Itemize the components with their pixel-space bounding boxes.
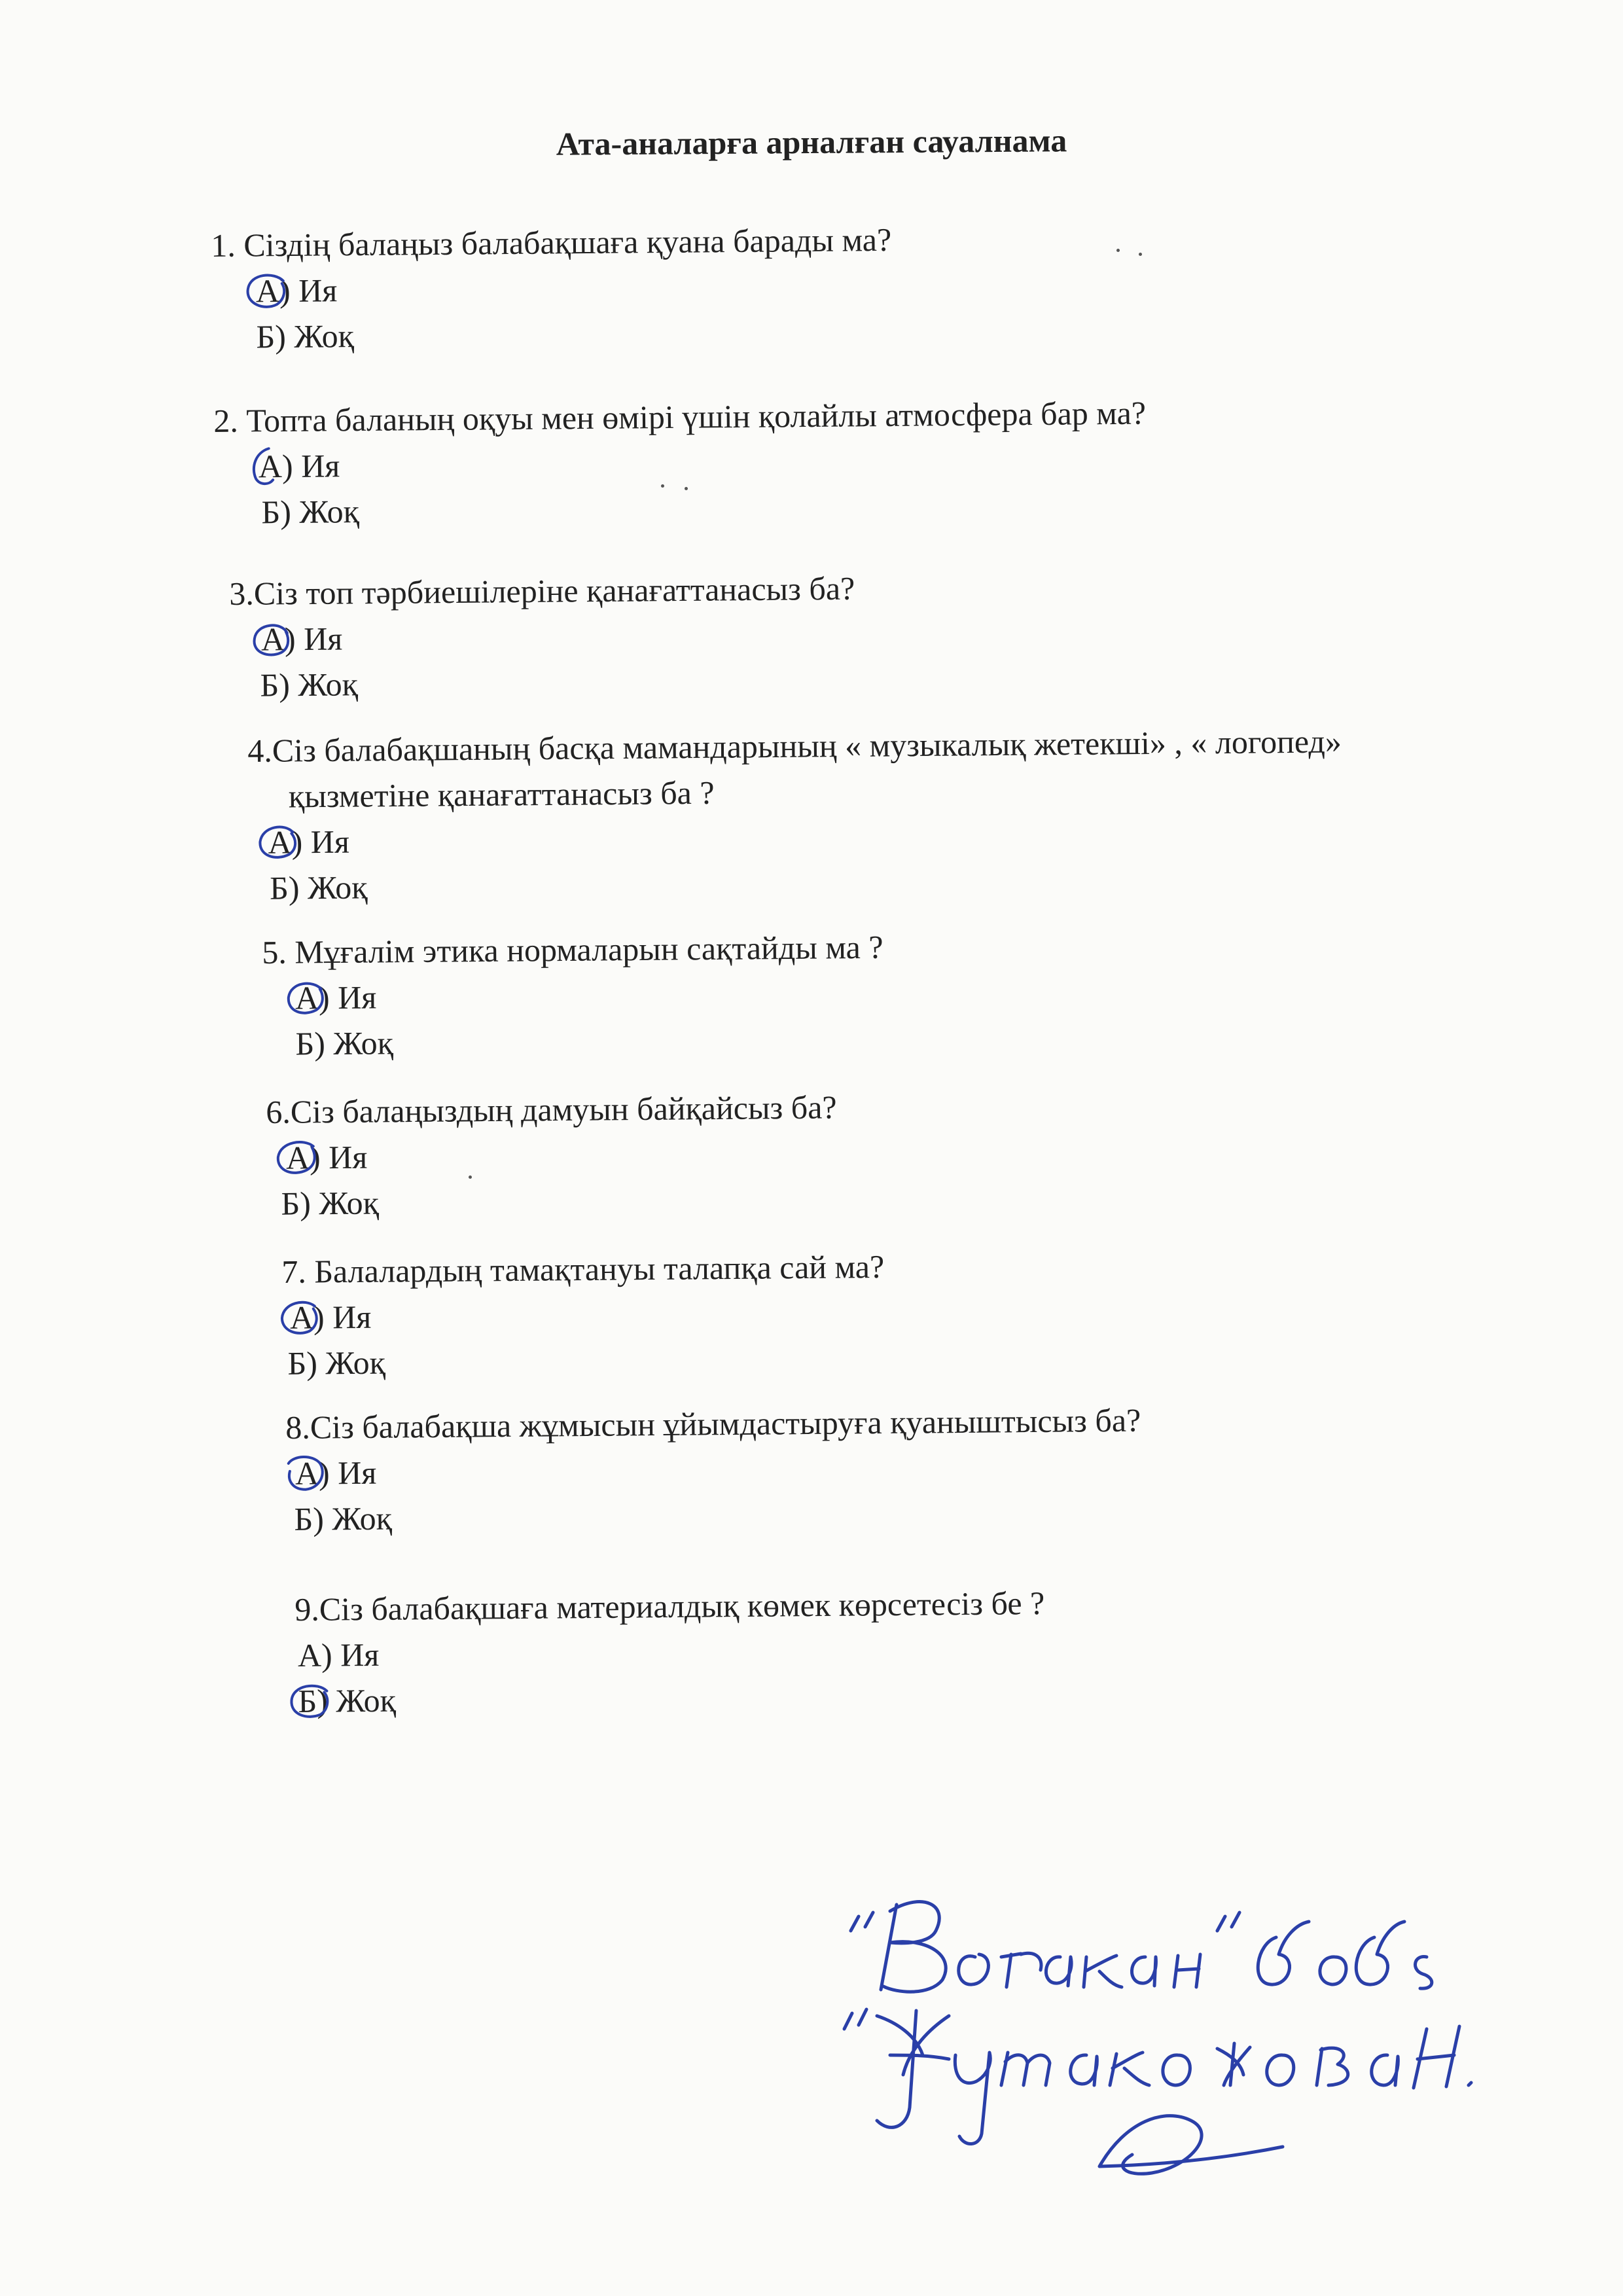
option-rest: ) Ия: [284, 620, 343, 658]
option-b[interactable]: [287, 1335, 885, 1386]
option-b[interactable]: [281, 1175, 838, 1226]
question-3: [229, 565, 856, 708]
option-b[interactable]: [270, 855, 1343, 910]
option-letter: А: [255, 272, 280, 310]
option-letter: А: [268, 823, 292, 861]
option-a[interactable]: [298, 1626, 1046, 1678]
option-letter: А: [297, 1636, 322, 1674]
question-7: [281, 1244, 885, 1386]
option-rest: ) Ия: [321, 1636, 380, 1674]
question-text: 5. Мұғалім этика нормаларын сақтайды ма ?: [262, 928, 883, 971]
option-rest: ) Жоқ: [278, 666, 359, 704]
question-5: [262, 924, 884, 1067]
scan-speck: [1139, 253, 1142, 256]
option-letter: Б: [295, 1025, 315, 1062]
option-letter: Б: [261, 493, 281, 531]
scan-speck: [469, 1175, 472, 1179]
option-rest: ) Жоқ: [274, 317, 355, 355]
question-4: [247, 718, 1343, 911]
option-letter: Б: [269, 869, 289, 906]
option-letter: Б: [294, 1500, 313, 1537]
option-b[interactable]: [294, 1489, 1141, 1542]
option-a[interactable]: [290, 1289, 885, 1340]
option-letter: А: [289, 1299, 314, 1336]
question-text: 1. Сіздің балаңыз балабақшаға қуана барады ма?: [211, 221, 892, 264]
option-rest: ) Ия: [279, 272, 338, 310]
option-rest: ) Ия: [318, 978, 377, 1016]
question-text: 2. Топта баланың оқуы мен өмірі үшін қолайлы атмосфера бар ма?: [213, 394, 1147, 439]
option-letter: А: [258, 448, 283, 485]
option-letter: А: [285, 1139, 310, 1176]
option-b[interactable]: [260, 657, 855, 708]
scan-speck: [1116, 249, 1120, 252]
option-b[interactable]: [256, 308, 892, 359]
option-a[interactable]: [256, 262, 892, 314]
question-text: 3.Сіз топ тәрбиешілеріне қанағаттанасыз ба?: [229, 569, 855, 612]
option-rest: ) Жоқ: [279, 493, 360, 531]
option-b[interactable]: [298, 1672, 1046, 1724]
option-a[interactable]: [295, 970, 884, 1021]
question-text: 8.Сіз балабақша жұмысын ұйымдастыруға қуаныштысыз ба?: [285, 1401, 1141, 1446]
question-text: 7. Балалардың тамақтануы талапқа сай ма?: [281, 1247, 885, 1290]
question-text: 4.Сіз балабақшаның басқа мамандарының « музыкалық жетекші» , « логопед»: [247, 723, 1342, 769]
option-letter: Б: [281, 1185, 300, 1222]
question-8: [285, 1397, 1142, 1542]
page-title: Ата-аналарға арналған сауалнама: [556, 122, 1067, 162]
option-rest: ) Жоқ: [288, 869, 368, 906]
question-6: [266, 1084, 838, 1227]
option-b[interactable]: [261, 482, 1147, 535]
option-rest: ) Жоқ: [313, 1024, 394, 1062]
option-rest: ) Ия: [313, 1298, 372, 1336]
question-text-continuation: қызметіне қанағаттанасыз ба ?: [288, 774, 715, 815]
scan-speck: [661, 484, 664, 488]
question-text: 9.Сіз балабақшаға материалдық көмек көрсетесіз бе ?: [294, 1584, 1045, 1628]
option-letter: Б: [260, 666, 279, 704]
question-1: [211, 217, 893, 360]
option-letter: Б: [256, 318, 276, 355]
option-rest: ) Жоқ: [306, 1344, 386, 1382]
handwritten-signature: [825, 1859, 1492, 2199]
option-rest: ) Жоқ: [299, 1184, 380, 1222]
option-rest: ) Ия: [318, 1454, 377, 1492]
option-rest: ) Ия: [281, 447, 340, 485]
option-rest: ) Жоқ: [317, 1681, 397, 1719]
option-letter: А: [294, 1454, 319, 1492]
scan-speck: [685, 487, 688, 490]
option-rest: ) Ия: [309, 1138, 368, 1176]
option-letter: Б: [287, 1344, 307, 1382]
option-letter: Б: [298, 1682, 317, 1719]
question-9: [294, 1580, 1046, 1724]
option-a[interactable]: [261, 611, 855, 662]
option-a[interactable]: [295, 1443, 1141, 1496]
option-letter: А: [260, 620, 285, 658]
question-2: [213, 390, 1147, 535]
option-a[interactable]: [286, 1130, 838, 1180]
option-letter: А: [294, 979, 319, 1016]
question-text: 6.Сіз балаңыздың дамуын байқайсыз ба?: [266, 1088, 837, 1130]
option-rest: ) Ия: [291, 823, 350, 861]
option-rest: ) Жоқ: [313, 1499, 393, 1537]
option-a[interactable]: [259, 436, 1147, 490]
option-b[interactable]: [295, 1016, 884, 1067]
